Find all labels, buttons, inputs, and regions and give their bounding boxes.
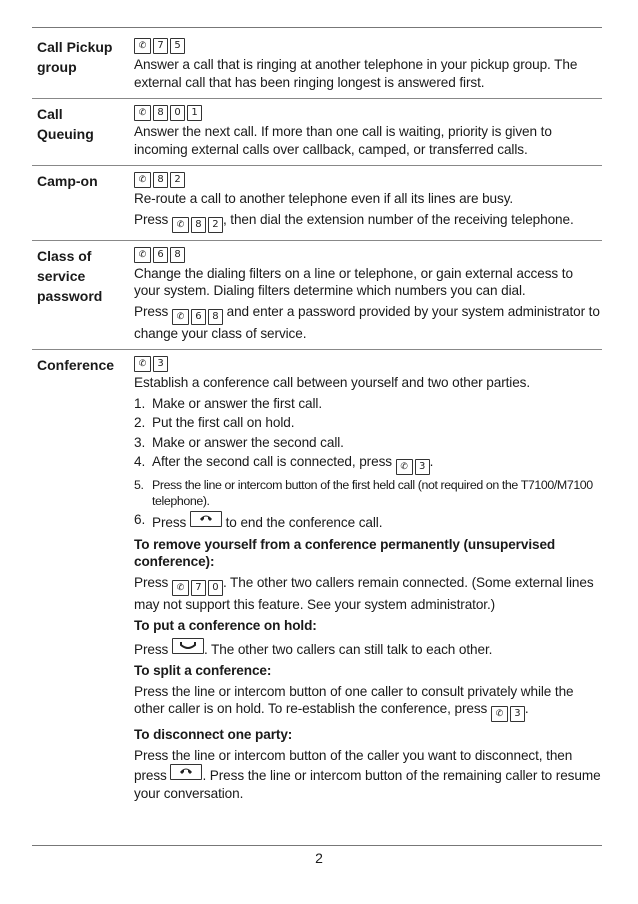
feature-key-icon: ✆ — [134, 356, 151, 372]
term-camp-on: Camp-on — [37, 173, 98, 189]
subheading-hold: To put a conference on hold: — [134, 618, 317, 633]
key-sequence — [134, 37, 602, 55]
key-sequence — [172, 217, 223, 233]
digit-key: 0 — [208, 580, 223, 596]
digit-key: 8 — [208, 309, 223, 325]
feature-key-icon: ✆ — [172, 580, 189, 596]
digit-key: 0 — [170, 105, 185, 121]
key-sequence — [134, 246, 602, 264]
key-sequence — [491, 706, 525, 722]
term-conference: Conference — [37, 357, 115, 373]
instruction: Press the line or intercom button of the caller you want to disconnect, then press . Press the line or intercom button of the remaining caller to resume your conversation. — [134, 747, 601, 801]
digit-key: 3 — [510, 706, 525, 722]
digit-key: 1 — [187, 105, 202, 121]
feature-key-icon: ✆ — [134, 247, 151, 263]
digit-key: 8 — [191, 217, 206, 233]
digit-key: 6 — [191, 309, 206, 325]
digit-key: 8 — [170, 247, 185, 263]
term-call-pickup: Call Pickup group — [37, 39, 113, 75]
page-number: 2 — [315, 850, 323, 866]
release-key-icon — [190, 511, 222, 527]
digit-key: 3 — [153, 356, 168, 372]
feature-key-icon: ✆ — [172, 217, 189, 233]
steps-list — [134, 395, 602, 532]
digit-key: 3 — [415, 459, 430, 475]
key-sequence — [172, 580, 223, 596]
digit-key: 2 — [170, 172, 185, 188]
description: Change the dialing filters on a line or telephone, or gain external access to your system. Dialing filters determine which numbers you can dial. — [134, 265, 573, 298]
feature-key-icon: ✆ — [491, 706, 508, 722]
feature-key-icon: ✆ — [134, 172, 151, 188]
instruction: Press ✆ 8 2 , then dial the extension number of the receiving telephone. — [134, 211, 602, 233]
row-conference — [32, 350, 602, 809]
feature-key-icon: ✆ — [134, 105, 151, 121]
feature-table — [32, 32, 602, 809]
digit-key: 7 — [153, 38, 168, 54]
feature-key-icon: ✆ — [396, 459, 413, 475]
instruction: Press ✆ 6 8 and enter a password provided by your system administrator to change your class of service. — [134, 303, 600, 341]
term-call-queuing: Call Queuing — [37, 106, 94, 142]
row-call-pickup — [32, 32, 602, 99]
instruction: Press . The other two callers can still talk to each other. — [134, 638, 602, 659]
term-class-of-service: Class of service password — [37, 247, 103, 304]
digit-key: 8 — [153, 172, 168, 188]
description: Re-route a call to another telephone even if all its lines are busy. — [134, 191, 514, 206]
list-item: 2. Put the first call on hold. — [134, 415, 295, 430]
description: Establish a conference call between yourself and two other parties. — [134, 375, 531, 390]
key-sequence — [134, 171, 602, 189]
row-class-of-service — [32, 241, 602, 351]
hold-key-icon — [172, 638, 204, 654]
digit-key: 5 — [170, 38, 185, 54]
list-item: 1. Make or answer the first call. — [134, 395, 323, 411]
list-item: 4. After the second call is connected, press ✆ 3 . — [134, 453, 602, 475]
subheading-disconnect: To disconnect one party: — [134, 727, 293, 742]
instruction: Press ✆ 7 0 . The other two callers remain connected. (Some external lines may not support this feature. See your system administrator.) — [134, 574, 594, 612]
key-sequence — [134, 104, 602, 122]
release-key-icon — [170, 764, 202, 780]
digit-key: 6 — [153, 247, 168, 263]
key-sequence — [134, 355, 602, 373]
digit-key: 7 — [191, 580, 206, 596]
row-call-queuing — [32, 99, 602, 166]
key-sequence — [172, 309, 223, 325]
footer-rule — [32, 845, 602, 846]
description: Answer the next call. If more than one call is waiting, priority is given to incoming external calls over callback, camped, or transferred calls. — [134, 124, 552, 157]
digit-key: 2 — [208, 217, 223, 233]
key-sequence — [396, 459, 430, 475]
top-rule — [32, 27, 602, 28]
list-item: 5. Press the line or intercom button of the first held call (not required on the T7100/M7100 telephone). — [134, 478, 593, 508]
description: Answer a call that is ringing at another telephone in your pickup group. The external call that has been ringing longest is answered first. — [134, 57, 578, 90]
subheading-remove: To remove yourself from a conference permanently (unsupervised conference): — [134, 536, 556, 569]
digit-key: 8 — [153, 105, 168, 121]
list-item: 3. Make or answer the second call. — [134, 434, 344, 450]
feature-key-icon: ✆ — [134, 38, 151, 54]
feature-key-icon: ✆ — [172, 309, 189, 325]
row-camp-on — [32, 166, 602, 241]
list-item: 6. Press to end the conference call. — [134, 512, 383, 530]
subheading-split: To split a conference: — [134, 663, 272, 678]
instruction: Press the line or intercom button of one caller to consult privately while the other caller is on hold. To re-establish the conference, press ✆ 3 . — [134, 683, 602, 723]
